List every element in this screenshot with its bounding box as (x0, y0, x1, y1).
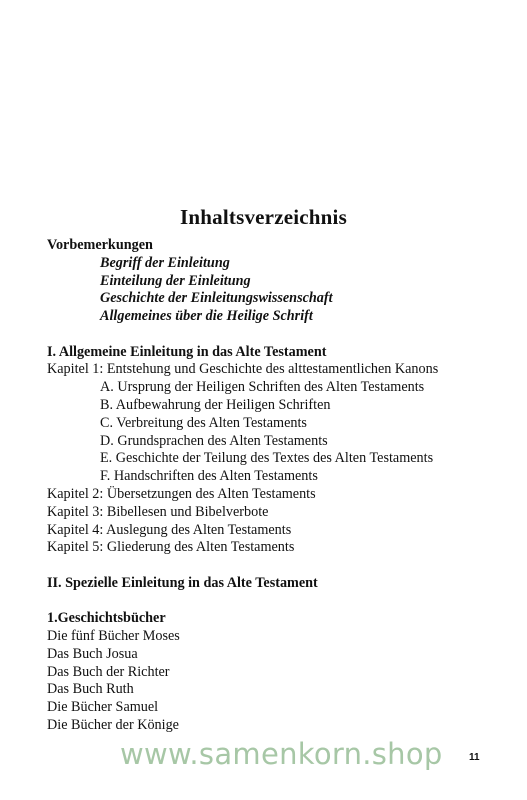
toc-chapter: Kapitel 1: Entstehung und Geschichte des alttestamentlichen Kanons (47, 361, 439, 378)
toc-subentry: F. Handschriften des Alten Testaments (100, 468, 318, 485)
toc-chapter: Kapitel 5: Gliederung des Alten Testaments (47, 539, 295, 556)
toc-subsection-heading: 1.Geschichtsbücher (47, 610, 166, 627)
section-spacer (47, 557, 507, 575)
toc-section-heading-1: I. Allgemeine Einleitung in das Alte Testament (47, 343, 327, 360)
toc-book-entry: Die Bücher der Könige (47, 716, 179, 733)
toc-chapter: Kapitel 4: Auslegung des Alten Testaments (47, 521, 292, 538)
section-spacer (47, 326, 507, 344)
toc-subentry: Begriff der Einleitung (100, 254, 230, 271)
toc-book-entry: Die Bücher Samuel (47, 699, 159, 716)
toc-book-entry: Das Buch Josua (47, 645, 138, 662)
toc-heading-vorbemerkungen: Vorbemerkungen (47, 237, 153, 253)
toc-book-entry: Die fünf Bücher Moses (47, 627, 180, 644)
toc-subentry: Geschichte der Einleitungswissenschaft (100, 290, 333, 307)
toc-chapter: Kapitel 2: Übersetzungen des Alten Testaments (47, 485, 316, 502)
toc-book-entry: Das Buch der Richter (47, 663, 170, 680)
toc-chapter: Kapitel 3: Bibellesen und Bibelverbote (47, 503, 269, 520)
toc-section-heading-2: II. Spezielle Einleitung in das Alte Testament (47, 574, 318, 591)
toc-subentry: B. Aufbewahrung der Heiligen Schriften (100, 396, 331, 413)
page-title: Inhaltsverzeichnis (180, 205, 347, 229)
page-number: 11 (469, 752, 480, 763)
toc-subentry: Allgemeines über die Heilige Schrift (100, 308, 313, 325)
toc-subentry: A. Ursprung der Heiligen Schriften des Alten Testaments (100, 379, 425, 396)
toc-subentry: D. Grundsprachen des Alten Testaments (100, 432, 328, 449)
watermark: www.samenkorn.shop (120, 737, 443, 771)
toc-book-entry: Das Buch Ruth (47, 681, 134, 698)
toc-subentry: C. Verbreitung des Alten Testaments (100, 414, 307, 431)
table-of-contents (47, 237, 507, 735)
toc-subentry: E. Geschichte der Teilung des Textes des Alten Testaments (100, 450, 434, 467)
toc-subentry: Einteilung der Einleitung (100, 272, 251, 289)
section-spacer (47, 593, 507, 611)
